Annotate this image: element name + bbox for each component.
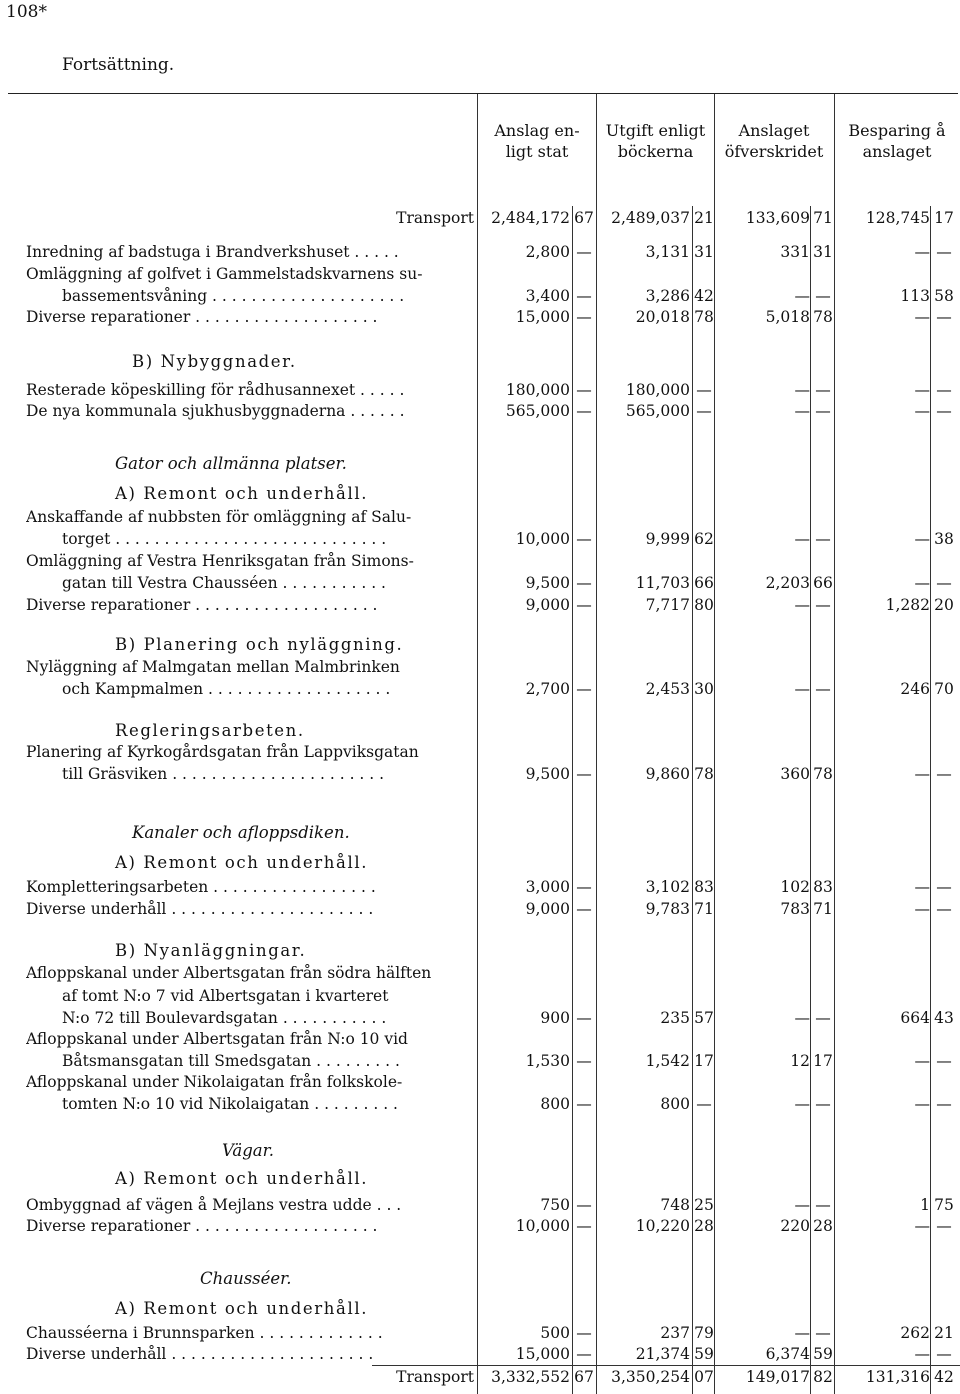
row-label: och Kampmalmen . . . . . . . . . . . . . . . . . . . — [62, 680, 391, 698]
amount-cell: 220 — [780, 1217, 810, 1235]
penni-cell: 66 — [694, 574, 714, 592]
penni-cell: 17 — [934, 209, 954, 227]
transport-row — [0, 207, 960, 229]
amount-cell: 10,000 — [515, 530, 570, 548]
penni-cell: — — [576, 1095, 592, 1113]
amount-cell: 9,000 — [525, 900, 570, 918]
table-row — [0, 1343, 960, 1365]
row-label: Diverse reparationer . . . . . . . . . . . . . . . . . . . — [26, 596, 378, 614]
amount-cell: 1 — [920, 1196, 930, 1214]
amount-cell: 11,703 — [635, 574, 690, 592]
table-row — [0, 1071, 960, 1093]
section-heading: A) Remont och underhåll. — [115, 1169, 369, 1188]
table-row — [0, 1050, 960, 1072]
penni-cell: — — [815, 402, 831, 420]
amount-cell: 9,500 — [525, 574, 570, 592]
row-label: Omläggning af Vestra Henriksgatan från Simons- — [26, 552, 414, 570]
table-row — [0, 1007, 960, 1029]
row-label: Ombyggnad af vägen å Mejlans vestra udde . . . — [26, 1196, 402, 1214]
penni-cell: — — [936, 1217, 952, 1235]
penni-cell: 59 — [694, 1345, 714, 1363]
row-label: Afloppskanal under Nikolaigatan från folkskole- — [26, 1073, 403, 1091]
amount-cell: — — [914, 1345, 930, 1363]
amount-cell: 3,400 — [525, 287, 570, 305]
penni-cell: 42 — [694, 287, 714, 305]
amount-cell: — — [914, 243, 930, 261]
table-row — [0, 898, 960, 920]
amount-cell: 262 — [900, 1324, 930, 1342]
amount-cell: 10,220 — [635, 1217, 690, 1235]
amount-cell: — — [914, 308, 930, 326]
penni-cell: 58 — [934, 287, 954, 305]
penni-cell: — — [576, 402, 592, 420]
amount-cell: 360 — [780, 765, 810, 783]
amount-cell: 133,609 — [745, 209, 810, 227]
row-label: Anskaffande af nubbsten för omläggning af Salu- — [26, 508, 412, 526]
penni-cell: 78 — [813, 765, 833, 783]
amount-cell: 1,282 — [885, 596, 930, 614]
penni-cell: 43 — [934, 1009, 954, 1027]
table-row — [0, 876, 960, 898]
amount-cell: 235 — [660, 1009, 690, 1027]
penni-cell: — — [576, 1196, 592, 1214]
penni-cell: 78 — [813, 308, 833, 326]
penni-cell: — — [576, 243, 592, 261]
penni-cell: — — [815, 596, 831, 614]
amount-cell: 113 — [900, 287, 930, 305]
amount-cell: — — [914, 878, 930, 896]
penni-cell: 31 — [694, 243, 714, 261]
penni-cell: 31 — [813, 243, 833, 261]
section-heading: Kanaler och afloppsdiken. — [132, 823, 350, 842]
penni-cell: — — [696, 381, 712, 399]
amount-cell: — — [914, 1217, 930, 1235]
penni-cell: 28 — [813, 1217, 833, 1235]
section-heading: Gator och allmänna platser. — [115, 454, 347, 473]
section-heading: A) Remont och underhåll. — [115, 1299, 369, 1318]
table-row — [0, 285, 960, 307]
table-row — [0, 1028, 960, 1050]
amount-cell: 102 — [780, 878, 810, 896]
penni-cell: 42 — [934, 1368, 954, 1386]
amount-cell: — — [794, 1324, 810, 1342]
amount-cell: 2,489,037 — [611, 209, 690, 227]
continuation-label: Fortsättning. — [62, 55, 175, 75]
penni-cell: — — [576, 1052, 592, 1070]
header-besparing-a-anslaget: Besparing å anslaget — [848, 121, 946, 161]
penni-cell: — — [815, 680, 831, 698]
row-label: Diverse reparationer . . . . . . . . . . . . . . . . . . . — [26, 308, 378, 326]
section-heading: A) Remont och underhåll. — [115, 484, 369, 503]
table-row — [0, 351, 960, 373]
table-row — [0, 1093, 960, 1115]
penni-cell: 75 — [934, 1196, 954, 1214]
penni-cell: — — [576, 680, 592, 698]
amount-cell: — — [794, 1095, 810, 1113]
transport-rule — [372, 1365, 960, 1366]
amount-cell: — — [914, 402, 930, 420]
section-heading: B) Planering och nyläggning. — [115, 635, 404, 654]
penni-cell: 80 — [694, 596, 714, 614]
penni-cell: — — [576, 530, 592, 548]
row-label: Kompletteringsarbeten . . . . . . . . . . . . . . . . . — [26, 878, 376, 896]
penni-cell: 17 — [694, 1052, 714, 1070]
amount-cell: — — [794, 1196, 810, 1214]
amount-cell: 12 — [790, 1052, 810, 1070]
table-row — [0, 594, 960, 616]
penni-cell: 62 — [694, 530, 714, 548]
row-label: Afloppskanal under Albertsgatan från N:o 10 vid — [26, 1030, 408, 1048]
amount-cell: 149,017 — [745, 1368, 810, 1386]
transport-row — [0, 1366, 960, 1388]
table-row — [0, 656, 960, 678]
page-number: 108* — [6, 2, 47, 22]
table-row — [0, 550, 960, 572]
penni-cell: — — [936, 1345, 952, 1363]
penni-cell: — — [936, 1052, 952, 1070]
penni-cell: — — [576, 308, 592, 326]
table-row — [0, 400, 960, 422]
amount-cell: 2,700 — [525, 680, 570, 698]
amount-cell: 131,316 — [865, 1368, 930, 1386]
table-row — [0, 483, 960, 505]
amount-cell: 783 — [780, 900, 810, 918]
penni-cell: 17 — [813, 1052, 833, 1070]
amount-cell: 1,530 — [525, 1052, 570, 1070]
amount-cell: 800 — [540, 1095, 570, 1113]
amount-cell: 565,000 — [625, 402, 690, 420]
penni-cell: — — [936, 381, 952, 399]
penni-cell: — — [576, 765, 592, 783]
amount-cell: 3,350,254 — [611, 1368, 690, 1386]
table-row — [0, 241, 960, 263]
penni-cell: 83 — [694, 878, 714, 896]
table-row — [0, 263, 960, 285]
penni-cell: 38 — [934, 530, 954, 548]
amount-cell: 10,000 — [515, 1217, 570, 1235]
penni-cell: 67 — [574, 1368, 594, 1386]
table-row — [0, 962, 960, 984]
section-heading: Chausséer. — [200, 1269, 292, 1288]
amount-cell: 9,999 — [645, 530, 690, 548]
penni-cell: 57 — [694, 1009, 714, 1027]
row-label: Diverse reparationer . . . . . . . . . . . . . . . . . . . — [26, 1217, 378, 1235]
header-anslaget-ofverskridet: Anslaget öfverskridet — [724, 121, 824, 161]
penni-cell: — — [936, 765, 952, 783]
table-row — [0, 678, 960, 700]
table-row — [0, 634, 960, 656]
table-top-rule — [8, 93, 958, 94]
penni-cell: — — [576, 287, 592, 305]
row-label: De nya kommunala sjukhusbyggnaderna . . . . . . — [26, 402, 405, 420]
amount-cell: 20,018 — [635, 308, 690, 326]
amount-cell: — — [914, 530, 930, 548]
amount-cell: — — [914, 381, 930, 399]
table-row — [0, 763, 960, 785]
section-heading: Regleringsarbeten. — [115, 721, 305, 740]
table-row — [0, 306, 960, 328]
amount-cell: 5,018 — [765, 308, 810, 326]
table-row — [0, 822, 960, 844]
penni-cell: — — [936, 878, 952, 896]
table-row — [0, 1215, 960, 1237]
penni-cell: — — [576, 381, 592, 399]
row-label: bassementsvåning . . . . . . . . . . . . . . . . . . . . — [62, 287, 405, 305]
table-row — [0, 940, 960, 962]
section-heading: B) Nybyggnader. — [132, 352, 297, 371]
amount-cell: 3,131 — [645, 243, 690, 261]
table-row — [0, 1322, 960, 1344]
amount-cell: 331 — [780, 243, 810, 261]
penni-cell: — — [576, 1324, 592, 1342]
section-heading: A) Remont och underhåll. — [115, 853, 369, 872]
transport-label: Transport — [396, 209, 474, 227]
amount-cell: — — [794, 381, 810, 399]
amount-cell: — — [794, 1009, 810, 1027]
penni-cell: — — [936, 308, 952, 326]
penni-cell: 70 — [934, 680, 954, 698]
amount-cell: 7,717 — [645, 596, 690, 614]
row-label: gatan till Vestra Chausséen . . . . . . . . . . . — [62, 574, 386, 592]
penni-cell: 66 — [813, 574, 833, 592]
penni-cell: — — [936, 574, 952, 592]
penni-cell: 71 — [813, 900, 833, 918]
penni-cell: — — [815, 1196, 831, 1214]
penni-cell: 71 — [694, 900, 714, 918]
amount-cell: 3,332,552 — [491, 1368, 570, 1386]
table-row — [0, 1298, 960, 1320]
amount-cell: 9,783 — [645, 900, 690, 918]
row-label: Nyläggning af Malmgatan mellan Malmbrinken — [26, 658, 400, 676]
penni-cell: 21 — [934, 1324, 954, 1342]
amount-cell: 246 — [900, 680, 930, 698]
table-row — [0, 528, 960, 550]
table-row — [0, 1268, 960, 1290]
row-label: Inredning af badstuga i Brandverkshuset . . . . . — [26, 243, 399, 261]
penni-cell: — — [815, 1095, 831, 1113]
penni-cell: — — [815, 1009, 831, 1027]
penni-cell: — — [576, 878, 592, 896]
amount-cell: — — [914, 574, 930, 592]
table-row — [0, 741, 960, 763]
amount-cell: — — [914, 900, 930, 918]
amount-cell: 2,800 — [525, 243, 570, 261]
penni-cell: — — [576, 1009, 592, 1027]
amount-cell: 3,000 — [525, 878, 570, 896]
penni-cell: — — [815, 1324, 831, 1342]
amount-cell: — — [794, 402, 810, 420]
amount-cell: 500 — [540, 1324, 570, 1342]
amount-cell: 664 — [900, 1009, 930, 1027]
penni-cell: — — [815, 530, 831, 548]
penni-cell: — — [696, 402, 712, 420]
penni-cell: — — [815, 287, 831, 305]
penni-cell: 59 — [813, 1345, 833, 1363]
penni-cell: 20 — [934, 596, 954, 614]
amount-cell: 800 — [660, 1095, 690, 1113]
table-row — [0, 1168, 960, 1190]
row-label: Båtsmansgatan till Smedsgatan . . . . . . . . . — [62, 1052, 400, 1070]
penni-cell: — — [815, 381, 831, 399]
header-utgift-enligt-bockerna: Utgift enligt böckerna — [605, 121, 706, 161]
amount-cell: — — [794, 680, 810, 698]
table-row — [0, 506, 960, 528]
amount-cell: 9,860 — [645, 765, 690, 783]
amount-cell: — — [914, 1052, 930, 1070]
amount-cell: — — [794, 596, 810, 614]
penni-cell: 21 — [694, 209, 714, 227]
amount-cell: 15,000 — [515, 1345, 570, 1363]
penni-cell: — — [576, 900, 592, 918]
table-row — [0, 1140, 960, 1162]
header-anslag-enligt-stat: Anslag en- ligt stat — [494, 121, 580, 161]
amount-cell: 6,374 — [765, 1345, 810, 1363]
penni-cell: 28 — [694, 1217, 714, 1235]
penni-cell: 79 — [694, 1324, 714, 1342]
amount-cell: 3,286 — [645, 287, 690, 305]
penni-cell: — — [936, 1095, 952, 1113]
row-label: af tomt N:o 7 vid Albertsgatan i kvarteret — [62, 987, 389, 1005]
row-label: Diverse underhåll . . . . . . . . . . . . . . . . . . . . . — [26, 900, 374, 918]
row-label: till Gräsviken . . . . . . . . . . . . . . . . . . . . . . — [62, 765, 385, 783]
row-label: Omläggning af golfvet i Gammelstadskvarnens su- — [26, 265, 423, 283]
penni-cell: 71 — [813, 209, 833, 227]
table-row — [0, 985, 960, 1007]
penni-cell: — — [936, 900, 952, 918]
row-label: Chausséerna i Brunnsparken . . . . . . . . . . . . . — [26, 1324, 383, 1342]
table-row — [0, 1194, 960, 1216]
penni-cell: — — [576, 596, 592, 614]
amount-cell: 750 — [540, 1196, 570, 1214]
penni-cell: 83 — [813, 878, 833, 896]
amount-cell: 180,000 — [625, 381, 690, 399]
penni-cell: 78 — [694, 308, 714, 326]
table-row — [0, 379, 960, 401]
penni-cell: — — [696, 1095, 712, 1113]
table-row — [0, 852, 960, 874]
amount-cell: — — [794, 287, 810, 305]
table-row — [0, 720, 960, 742]
row-label: Resterade köpeskilling för rådhusannexet . . . . . — [26, 381, 405, 399]
penni-cell: — — [936, 243, 952, 261]
amount-cell: 21,374 — [635, 1345, 690, 1363]
amount-cell: 2,484,172 — [491, 209, 570, 227]
amount-cell: 15,000 — [515, 308, 570, 326]
amount-cell: 900 — [540, 1009, 570, 1027]
table-row — [0, 453, 960, 475]
amount-cell: 2,453 — [645, 680, 690, 698]
table-row — [0, 572, 960, 594]
row-label: torget . . . . . . . . . . . . . . . . . . . . . . . . . . . . — [62, 530, 387, 548]
amount-cell: — — [914, 1095, 930, 1113]
amount-cell: 237 — [660, 1324, 690, 1342]
penni-cell: 25 — [694, 1196, 714, 1214]
penni-cell: — — [936, 402, 952, 420]
penni-cell: 67 — [574, 209, 594, 227]
amount-cell: 2,203 — [765, 574, 810, 592]
penni-cell: — — [576, 1345, 592, 1363]
row-label: Afloppskanal under Albertsgatan från södra hälften — [26, 964, 432, 982]
transport-label: Transport — [396, 1368, 474, 1386]
amount-cell: 128,745 — [865, 209, 930, 227]
amount-cell: 748 — [660, 1196, 690, 1214]
row-label: N:o 72 till Boulevardsgatan . . . . . . . . . . . — [62, 1009, 387, 1027]
section-heading: Vägar. — [222, 1141, 274, 1160]
amount-cell: 1,542 — [645, 1052, 690, 1070]
row-label: Planering af Kyrkogårdsgatan från Lappviksgatan — [26, 743, 419, 761]
amount-cell: — — [914, 765, 930, 783]
amount-cell: 3,102 — [645, 878, 690, 896]
amount-cell: 9,500 — [525, 765, 570, 783]
section-heading: B) Nyanläggningar. — [115, 941, 307, 960]
penni-cell: — — [576, 1217, 592, 1235]
row-label: Diverse underhåll . . . . . . . . . . . . . . . . . . . . . — [26, 1345, 374, 1363]
penni-cell: 78 — [694, 765, 714, 783]
row-label: tomten N:o 10 vid Nikolaigatan . . . . . . . . . — [62, 1095, 398, 1113]
amount-cell: 565,000 — [505, 402, 570, 420]
amount-cell: — — [794, 530, 810, 548]
penni-cell: 82 — [813, 1368, 833, 1386]
penni-cell: — — [576, 574, 592, 592]
penni-cell: 30 — [694, 680, 714, 698]
amount-cell: 9,000 — [525, 596, 570, 614]
penni-cell: 07 — [694, 1368, 714, 1386]
amount-cell: 180,000 — [505, 381, 570, 399]
